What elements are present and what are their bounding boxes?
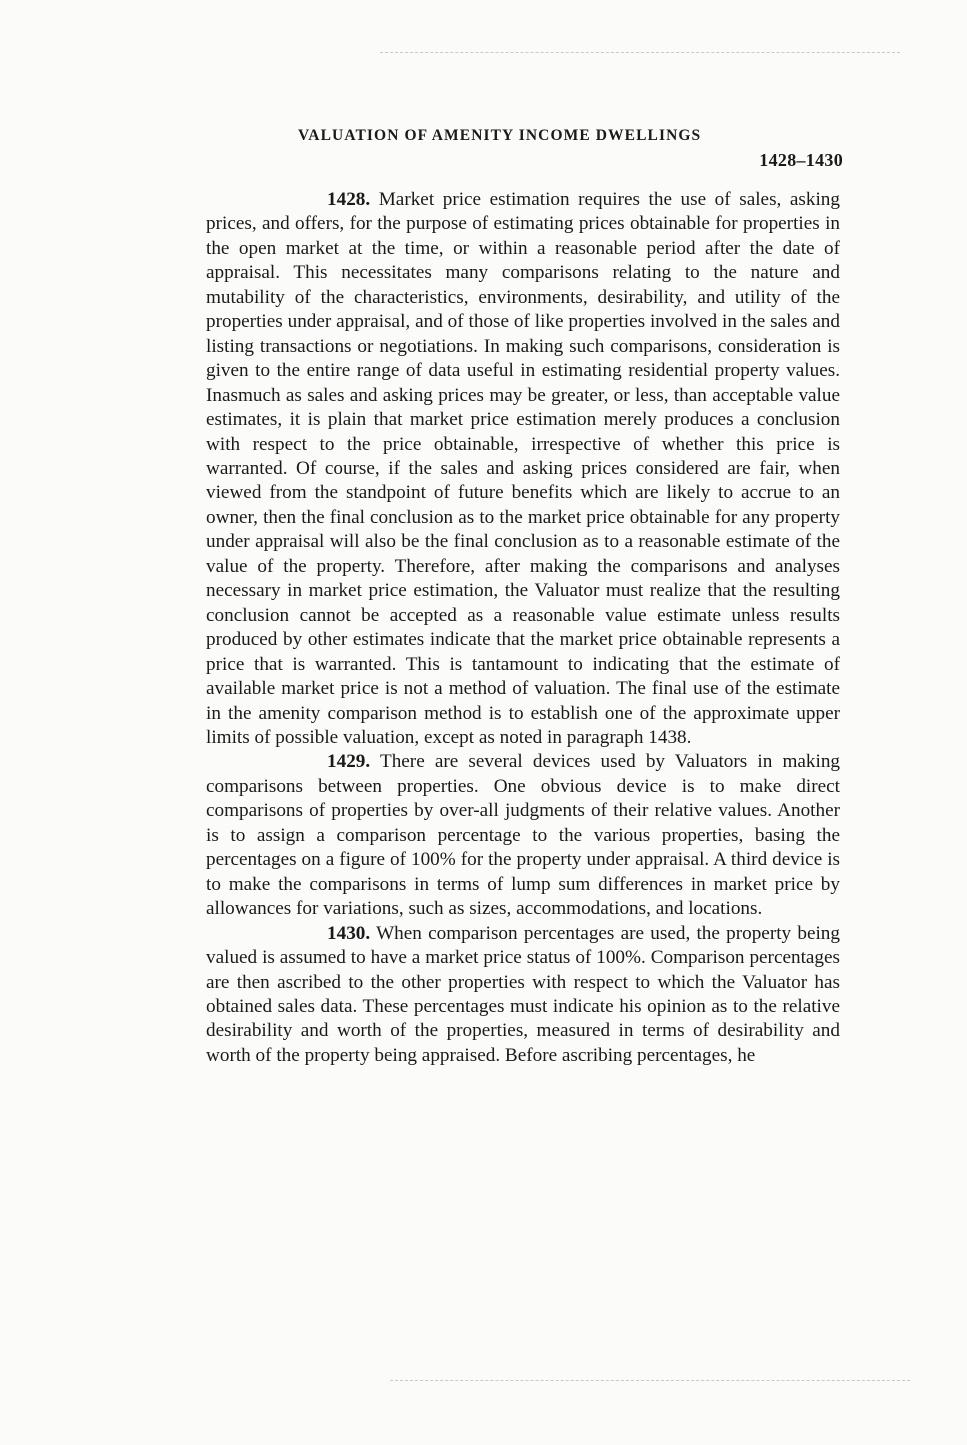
- paragraph-number: 1429.: [327, 751, 371, 773]
- scan-edge-bottom: [390, 1380, 910, 1381]
- paragraph-number: 1428.: [327, 189, 371, 210]
- body-text: [206, 188, 840, 1068]
- paragraph-text: There are several devices used by Valuators in making comparisons between properties. One obvious device is to make direct comparisons of properties by over-all judgments of their relative values. Another is to assign a comparison percentage to the various properties, basing the percentages on a figure of 100% for the property under appraisal. A third device is to make the comparisons in terms of lump sum differences in market price by allowances for variations, such as sizes, accommodations, and locations.: [206, 751, 841, 920]
- page-range: 1428–1430: [759, 150, 843, 170]
- scan-edge-top: [380, 52, 900, 53]
- paragraph-1430: [206, 922, 840, 1069]
- running-head: VALUATION OF AMENITY INCOME DWELLINGS: [298, 127, 702, 144]
- paragraph-1429: [206, 750, 840, 921]
- paragraph-text: When comparison percentages are used, the property being valued is assumed to have a market price status of 100%. Comparison percentages are then ascribed to the other properties with respect to which the Valuator has obtained sales data. These percentages must indicate his opinion as to the relative desirability and worth of the properties, measured in terms of desirability and worth of the property being appraised. Before ascribing percentages, he: [206, 922, 840, 1066]
- paragraph-number: 1430.: [327, 922, 371, 944]
- paragraph-1428: [206, 188, 840, 750]
- paragraph-text: Market price estimation requires the use of sales, asking prices, and offers, for the purpose of estimating prices obtainable for properties in the open market at the time, or within a reasonable period after the date of appraisal. This necessitates many comparisons relating to the nature and mutability of the characteristics, environments, desirability, and utility of the properties under appraisal, and of those of like properties involved in the sales and listing transactions or negotiations. In making such comparisons, consideration is given to the entire range of data useful in estimating residential property values. Inasmuch as sales and asking prices may be greater, or less, than acceptable value estimates, it is plain that market price estimation merely produces a conclusion with respect to the price obtainable, irrespective of whether this price is warranted. Of course, if the sales and asking prices considered are fair, when viewed from the standpoint of future benefits which are likely to accrue to an owner, then the final conclusion as to the market price obtainable for any property under appraisal will also be the final conclusion as to a reasonable estimate of the value of the property. Therefore, after making the comparisons and analyses necessary in market price estimation, the Valuator must realize that the resulting conclusion cannot be accepted as a reasonable value estimate unless results produced by other estimates indicate that the market price obtainable represents a price that is warranted. This is tantamount to indicating that the estimate of available market price is not a method of valuation. The final use of the estimate in the amenity comparison method is to establish one of the approximate upper limits of possible valuation, except as noted in paragraph 1438.: [206, 189, 840, 748]
